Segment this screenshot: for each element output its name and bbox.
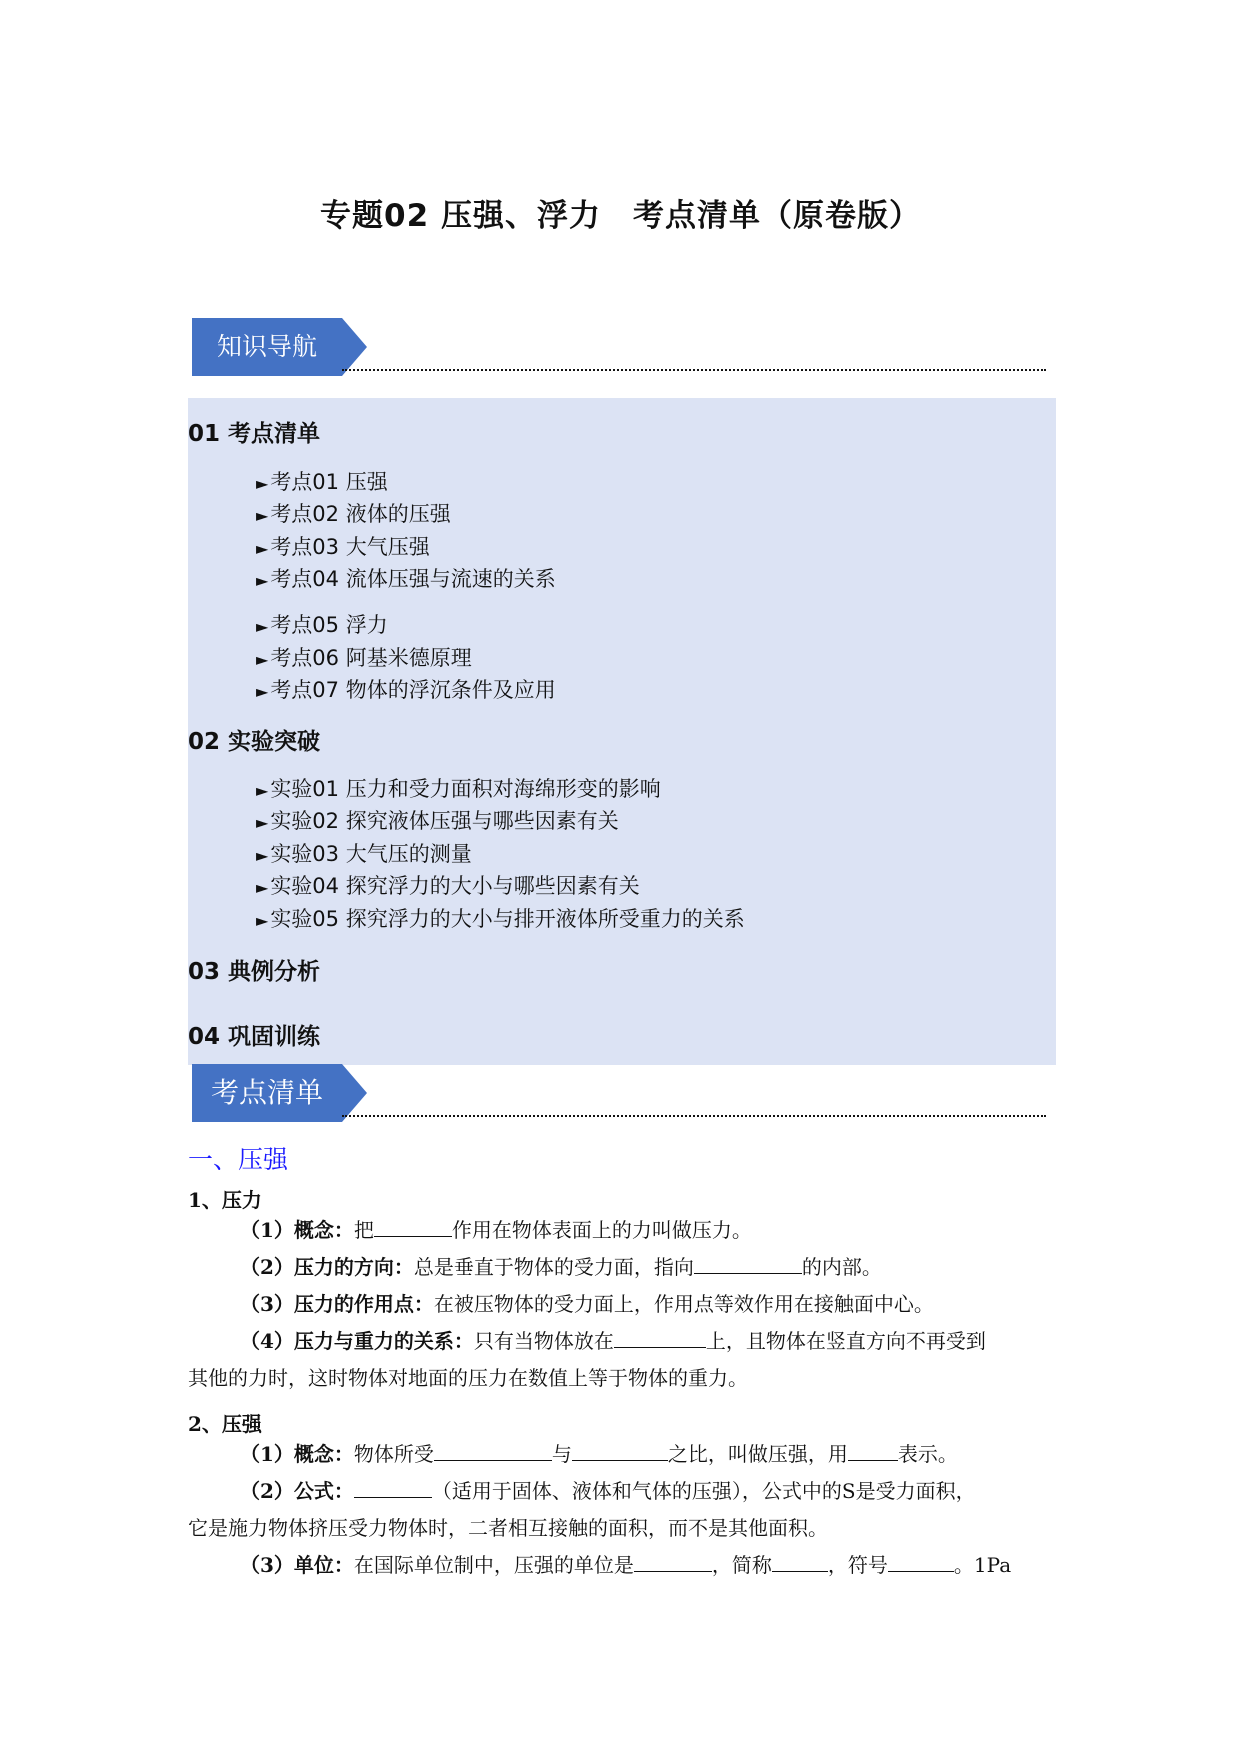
fill-blank[interactable] xyxy=(434,1440,552,1461)
dashed-divider xyxy=(342,1115,1046,1117)
nav-item: ►考点02 液体的压强 xyxy=(256,502,451,526)
nav-item: ►考点04 流体压强与流速的关系 xyxy=(256,567,556,591)
paragraph: （1）概念：物体所受 与 之比，叫做压强，用 表示。 xyxy=(240,1442,958,1466)
arrow-icon: ► xyxy=(256,571,269,590)
arrow-icon: ► xyxy=(256,650,269,669)
subsection-heading: 1、压力 xyxy=(188,1188,262,1212)
nav-section-2: 02 实验突破 xyxy=(188,729,321,755)
banner-label: 知识导航 xyxy=(216,332,317,361)
nav-item: ►考点05 浮力 xyxy=(256,613,388,637)
fill-blank[interactable] xyxy=(848,1440,898,1461)
paragraph: （1）概念：把 作用在物体表面上的力叫做压力。 xyxy=(240,1218,752,1242)
arrow-icon: ► xyxy=(256,813,269,832)
paragraph: （2）压力的方向：总是垂直于物体的受力面，指向 的内部。 xyxy=(240,1255,882,1279)
arrow-icon: ► xyxy=(256,539,269,558)
arrow-icon: ► xyxy=(256,682,269,701)
page-title: 专题02 压强、浮力 考点清单（原卷版） xyxy=(320,198,921,234)
arrow-icon: ► xyxy=(256,781,269,800)
arrow-icon: ► xyxy=(256,878,269,897)
arrow-icon: ► xyxy=(256,846,269,865)
nav-item: ►实验02 探究液体压强与哪些因素有关 xyxy=(256,809,619,833)
fill-blank[interactable] xyxy=(614,1327,706,1348)
fill-blank[interactable] xyxy=(354,1477,432,1498)
paragraph: 它是施力物体挤压受力物体时，二者相互接触的面积，而不是其他面积。 xyxy=(188,1516,828,1540)
nav-item: ►考点03 大气压强 xyxy=(256,535,430,559)
arrow-icon: ► xyxy=(256,617,269,636)
arrow-icon: ► xyxy=(256,474,269,493)
paragraph: （3）压力的作用点：在被压物体的受力面上，作用点等效作用在接触面中心。 xyxy=(240,1292,934,1316)
nav-item: ►实验04 探究浮力的大小与哪些因素有关 xyxy=(256,874,640,898)
nav-item: ►考点01 压强 xyxy=(256,470,388,494)
section-heading: 一、压强 xyxy=(188,1145,289,1174)
paragraph: （2）公式： （适用于固体、液体和气体的压强），公式中的S是受力面积， xyxy=(240,1479,976,1503)
nav-item: ►实验05 探究浮力的大小与排开液体所受重力的关系 xyxy=(256,907,745,931)
fill-blank[interactable] xyxy=(888,1551,954,1572)
banner-label: 考点清单 xyxy=(210,1076,323,1109)
nav-item: ►实验03 大气压的测量 xyxy=(256,842,472,866)
fill-blank[interactable] xyxy=(694,1253,802,1274)
subsection-heading: 2、压强 xyxy=(188,1412,262,1436)
nav-item: ►考点07 物体的浮沉条件及应用 xyxy=(256,678,556,702)
fill-blank[interactable] xyxy=(772,1551,828,1572)
paragraph: （4）压力与重力的关系：只有当物体放在 上，且物体在竖直方向不再受到 xyxy=(240,1329,986,1353)
nav-section-4: 04 巩固训练 xyxy=(188,1024,321,1050)
nav-item: ►实验01 压力和受力面积对海绵形变的影响 xyxy=(256,777,661,801)
dashed-divider xyxy=(342,369,1046,371)
nav-item: ►考点06 阿基米德原理 xyxy=(256,646,472,670)
fill-blank[interactable] xyxy=(634,1551,712,1572)
nav-section-1: 01 考点清单 xyxy=(188,421,321,447)
arrow-icon: ► xyxy=(256,911,269,930)
nav-section-3: 03 典例分析 xyxy=(188,959,321,985)
fill-blank[interactable] xyxy=(374,1216,452,1237)
paragraph: 其他的力时，这时物体对地面的压力在数值上等于物体的重力。 xyxy=(188,1366,748,1390)
paragraph: （3）单位：在国际单位制中，压强的单位是 ，简称 ，符号 。1Pa xyxy=(240,1553,1012,1577)
fill-blank[interactable] xyxy=(572,1440,668,1461)
arrow-icon: ► xyxy=(256,506,269,525)
